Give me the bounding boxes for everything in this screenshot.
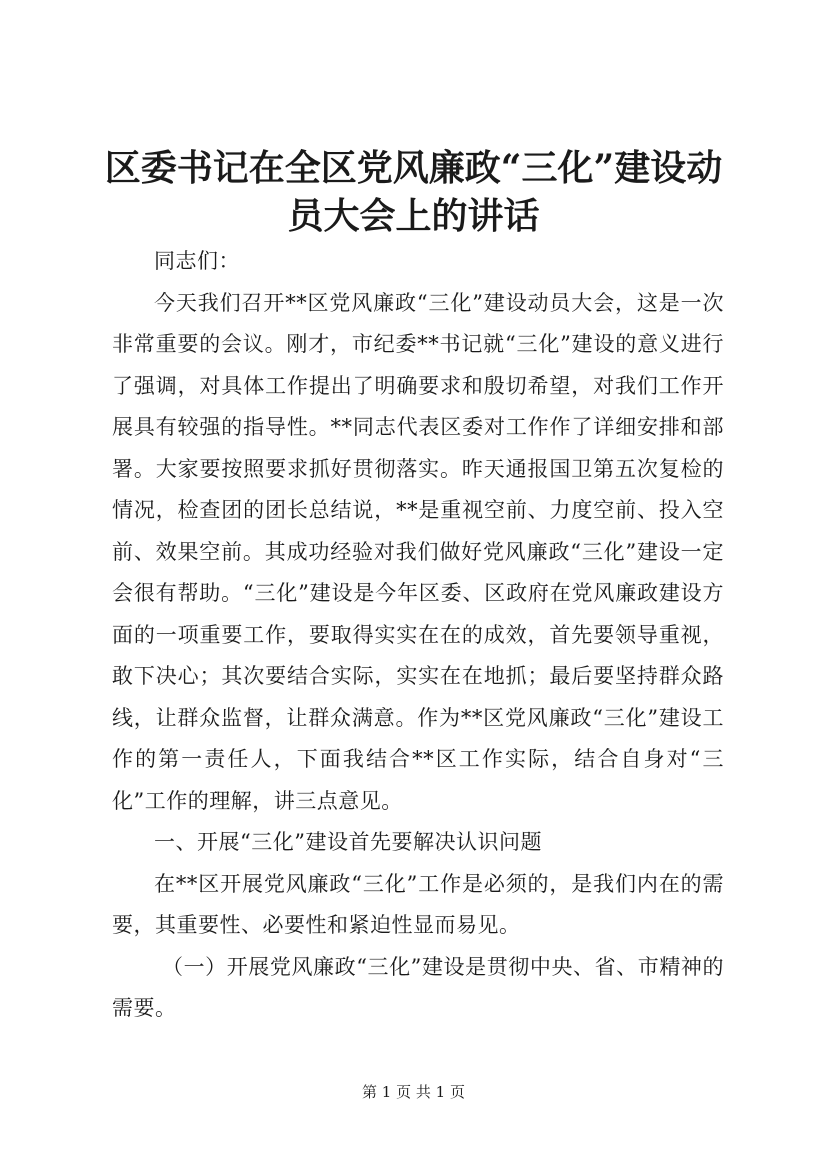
intro-paragraph: 今天我们召开**区党风廉政“三化”建设动员大会，这是一次非常重要的会议。刚才，市纪委**书记就“三化”建设的意义进行了强调，对具体工作提出了明确要求和殷切希望，对我们工作开展具有较强的指导性。**同志代表区委对工作作了详细安排和部署。大家要按照要求抓好贯彻落实。昨天通报国卫第五次复检的情况，检查团的团长总结说，**是重视空前、力度空前、投入空前、效果空前。其成功经验对我们做好党风廉政“三化”建设一定会很有帮助。“三化”建设是今年区委、区政府在党风廉政建设方面的一项重要工作，要取得实实在在的成效，首先要领导重视，敢下决心；其次要结合实际，实实在在地抓；最后要坚持群众路线，让群众监督，让群众满意。作为**区党风廉政“三化”建设工作的第一责任人，下面我结合**区工作实际，结合自身对“三化”工作的理解，讲三点意见。: [112, 290, 724, 813]
section-paragraph-1: 在**区开展党风廉政“三化”工作是必须的，是我们内在的需要，其重要性、必要性和紧迫性显而易见。: [112, 871, 724, 937]
page-footer: 第 1 页 共 1 页: [362, 1083, 465, 1101]
section-heading-1: 一、开展“三化”建设首先要解决认识问题: [154, 830, 542, 854]
subsection-heading-1: （一）开展党风廉政“三化”建设是贯彻中央、省、市精神的需要。: [112, 954, 724, 1020]
salutation-paragraph: 同志们：: [154, 249, 240, 273]
document-body: [112, 241, 724, 1030]
document-title: 区委书记在全区党风廉政“三化”建设动员大会上的讲话: [104, 147, 723, 237]
